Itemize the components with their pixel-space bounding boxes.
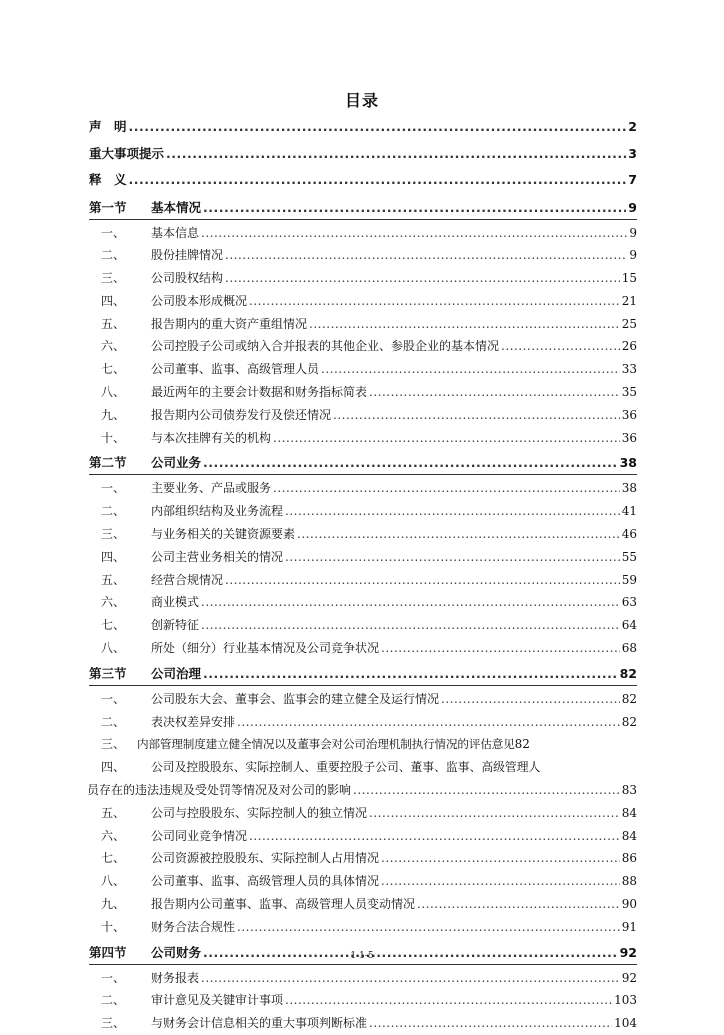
toc-item[interactable] [89, 381, 637, 404]
toc-page-number: 25 [621, 316, 637, 331]
toc-item[interactable] [89, 267, 637, 290]
item-number: 三、 [101, 737, 126, 752]
toc-item-continuation[interactable] [87, 779, 637, 802]
item-label: 公司同业竞争情况 [151, 828, 248, 843]
toc-page-number: 38 [621, 481, 637, 496]
dot-leader [237, 711, 620, 734]
item-number: 二、 [101, 993, 126, 1008]
item-number: 七、 [101, 851, 126, 866]
dot-leader [381, 870, 620, 893]
toc-page-number: 88 [621, 874, 637, 889]
toc-page-number: 68 [621, 641, 637, 656]
toc-page-number: 9 [629, 248, 637, 263]
item-number: 三、 [101, 271, 126, 286]
toc-page-number: 103 [614, 993, 637, 1008]
toc-page-number: 3 [628, 145, 637, 161]
toc-entry-label: 声 明 [89, 119, 127, 134]
item-label: 基本信息 [151, 225, 200, 240]
item-label: 商业模式 [151, 595, 200, 610]
toc-page-number: 36 [621, 430, 637, 445]
toc-page-number: 82 [514, 737, 530, 752]
toc-page-number: 82 [619, 665, 637, 681]
section-number: 第四节 [89, 944, 127, 960]
dot-leader [225, 267, 620, 290]
item-label: 公司及控股股东、实际控制人、重要控股子公司、董事、监事、高级管理人 [151, 760, 541, 775]
toc-item[interactable] [89, 847, 637, 870]
section-number: 第二节 [89, 455, 127, 471]
toc-entry-label: 重大事项提示 [89, 145, 165, 161]
toc-item[interactable] [89, 893, 637, 916]
toc-item[interactable] [89, 335, 637, 358]
toc-item[interactable] [89, 569, 637, 592]
toc-page-number: 21 [621, 293, 637, 308]
toc-page-number: 104 [614, 1016, 637, 1031]
toc-page-number: 46 [621, 527, 637, 542]
page-title: 目录 [344, 91, 379, 110]
table-of-contents [89, 114, 637, 1035]
item-label: 与财务会计信息相关的重大事项判断标准 [151, 1016, 368, 1031]
dot-leader [369, 381, 620, 404]
toc-page-number: 59 [621, 572, 637, 587]
toc-item[interactable] [89, 916, 637, 939]
toc-item[interactable] [89, 477, 637, 500]
dot-leader [321, 358, 620, 381]
item-number: 三、 [101, 527, 126, 542]
item-label: 公司股本形成概况 [151, 293, 248, 308]
section-label: 公司财务 [151, 944, 202, 960]
toc-item[interactable] [89, 358, 637, 381]
section-number: 第一节 [89, 199, 127, 215]
item-label: 公司股东大会、董事会、监事会的建立健全及运行情况 [151, 691, 440, 706]
toc-page-number: 35 [621, 385, 637, 400]
dot-leader [203, 663, 618, 685]
toc-page-number: 36 [621, 407, 637, 422]
item-label: 经营合规情况 [151, 572, 224, 587]
toc-item[interactable] [89, 222, 637, 245]
dot-leader [249, 825, 620, 848]
dot-leader [225, 244, 627, 267]
toc-item[interactable] [89, 244, 637, 267]
item-label: 创新特征 [151, 618, 200, 633]
item-label: 报告期内的重大资产重组情况 [151, 316, 308, 331]
dot-leader [225, 569, 620, 592]
toc-page-number: 84 [621, 805, 637, 820]
toc-item[interactable] [89, 989, 637, 1012]
item-label: 财务报表 [151, 970, 200, 985]
toc-item[interactable] [89, 404, 637, 427]
dot-leader [237, 916, 620, 939]
dot-leader [285, 546, 620, 569]
item-number: 六、 [101, 595, 126, 610]
item-number: 八、 [101, 874, 126, 889]
dot-leader [309, 313, 620, 336]
item-label: 公司资源被控股股东、实际控制人占用情况 [151, 851, 380, 866]
item-number: 九、 [101, 897, 126, 912]
dot-leader [285, 500, 620, 523]
item-number: 八、 [101, 385, 126, 400]
item-number: 一、 [101, 970, 126, 985]
dot-leader [129, 167, 627, 194]
dot-leader [203, 197, 626, 219]
toc-item[interactable] [89, 756, 637, 779]
item-number: 三、 [101, 1016, 126, 1031]
dot-leader [273, 477, 620, 500]
toc-item[interactable] [89, 802, 637, 825]
toc-item[interactable] [89, 546, 637, 569]
toc-page-number: 86 [621, 851, 637, 866]
toc-item[interactable] [89, 290, 637, 313]
item-label: 公司董事、监事、高级管理人员的具体情况 [151, 874, 380, 889]
dot-leader [417, 893, 620, 916]
item-number: 九、 [101, 407, 126, 422]
item-number: 二、 [101, 714, 126, 729]
dot-leader [381, 637, 620, 660]
toc-entry-statement[interactable] [89, 114, 637, 141]
toc-page-number: 92 [621, 970, 637, 985]
item-number: 八、 [101, 641, 126, 656]
item-label: 公司主营业务相关的情况 [151, 549, 284, 564]
toc-item[interactable] [89, 500, 637, 523]
dot-leader [249, 290, 620, 313]
item-number: 四、 [101, 760, 126, 775]
toc-section-2[interactable] [89, 452, 637, 475]
dot-leader [201, 967, 620, 990]
dot-leader [166, 141, 626, 168]
toc-item[interactable] [89, 313, 637, 336]
item-label: 内部组织结构及业务流程 [151, 504, 284, 519]
dot-leader [441, 688, 620, 711]
page-footer-number: 1-1-5 [350, 951, 374, 961]
toc-item[interactable] [89, 637, 637, 660]
toc-page-number: 26 [621, 339, 637, 354]
section-label: 公司业务 [151, 455, 202, 471]
dot-leader [129, 114, 627, 141]
dot-leader [353, 779, 620, 802]
dot-leader [381, 847, 620, 870]
section-label: 基本情况 [151, 199, 202, 215]
item-label: 内部管理制度建立健全情况以及董事会对公司治理机制执行情况的评估意见 [137, 737, 515, 752]
toc-entry-major-notice[interactable] [89, 141, 637, 168]
dot-leader [201, 614, 620, 637]
dot-leader [333, 404, 620, 427]
toc-item[interactable] [89, 591, 637, 614]
item-label: 所处（细分）行业基本情况及公司竞争状况 [151, 641, 380, 656]
item-number: 四、 [101, 549, 126, 564]
item-label: 公司股权结构 [151, 271, 224, 286]
item-number: 六、 [101, 828, 126, 843]
toc-page-number: 84 [621, 828, 637, 843]
toc-item[interactable] [89, 688, 637, 711]
toc-page-number: 92 [619, 944, 637, 960]
section-label: 公司治理 [151, 665, 202, 681]
item-label: 最近两年的主要会计数据和财务指标简表 [151, 385, 368, 400]
item-label: 与本次挂牌有关的机构 [151, 430, 272, 445]
item-label: 公司与控股股东、实际控制人的独立情况 [151, 805, 368, 820]
item-label: 与业务相关的关键资源要素 [151, 527, 296, 542]
toc-page-number: 55 [621, 549, 637, 564]
item-label: 报告期内公司债券发行及偿还情况 [151, 407, 332, 422]
toc-entry-label: 释 义 [89, 172, 127, 187]
toc-page-number: 63 [621, 595, 637, 610]
item-number: 六、 [101, 339, 126, 354]
toc-page-number: 9 [628, 199, 637, 215]
toc-page-number: 9 [629, 225, 637, 240]
toc-page-number: 15 [621, 271, 637, 286]
item-number: 五、 [101, 316, 126, 331]
toc-page-number: 82 [621, 691, 637, 706]
item-label: 主要业务、产品或服务 [151, 481, 272, 496]
toc-page-number: 41 [621, 504, 637, 519]
dot-leader [273, 427, 620, 450]
dot-leader [203, 452, 618, 474]
toc-page-number: 83 [621, 783, 637, 798]
toc-page-number: 7 [628, 172, 637, 187]
item-label: 表决权差异安排 [151, 714, 236, 729]
toc-page-number: 91 [621, 919, 637, 934]
toc-page-number: 38 [619, 455, 637, 471]
item-label: 财务合法合规性 [151, 919, 236, 934]
toc-item[interactable] [89, 523, 637, 546]
toc-section-1[interactable] [89, 197, 637, 220]
toc-page-number: 64 [621, 618, 637, 633]
item-label: 审计意见及关键审计事项 [151, 993, 284, 1008]
toc-item[interactable] [89, 427, 637, 450]
toc-item[interactable] [89, 614, 637, 637]
toc-page-number: 82 [621, 714, 637, 729]
item-number: 五、 [101, 805, 126, 820]
item-number: 一、 [101, 691, 126, 706]
item-number: 十、 [101, 430, 126, 445]
toc-page-number: 90 [621, 897, 637, 912]
item-number: 四、 [101, 293, 126, 308]
item-number: 七、 [101, 618, 126, 633]
item-number: 二、 [101, 504, 126, 519]
item-number: 五、 [101, 572, 126, 587]
item-label-continuation: 员存在的违法违规及受处罚等情况及对公司的影响 [87, 783, 352, 798]
item-label: 公司董事、监事、高级管理人员 [151, 362, 320, 377]
toc-page-number: 33 [621, 362, 637, 377]
toc-section-3[interactable] [89, 663, 637, 686]
toc-item[interactable] [89, 870, 637, 893]
toc-item[interactable] [89, 711, 637, 734]
section-number: 第三节 [89, 665, 127, 681]
item-number: 二、 [101, 248, 126, 263]
dot-leader [501, 335, 620, 358]
item-label: 公司控股子公司或纳入合并报表的其他企业、参股企业的基本情况 [151, 339, 500, 354]
item-number: 一、 [101, 225, 126, 240]
item-number: 十、 [101, 919, 126, 934]
item-number: 七、 [101, 362, 126, 377]
dot-leader [369, 802, 620, 825]
dot-leader [201, 591, 620, 614]
toc-item[interactable] [89, 733, 637, 756]
dot-leader [297, 523, 620, 546]
item-label: 股份挂牌情况 [151, 248, 224, 263]
dot-leader [201, 222, 627, 245]
dot-leader [285, 989, 612, 1012]
item-number: 一、 [101, 481, 126, 496]
toc-page-number: 2 [628, 119, 637, 134]
item-label: 报告期内公司董事、监事、高级管理人员变动情况 [151, 897, 416, 912]
toc-item[interactable] [89, 967, 637, 990]
toc-item[interactable] [89, 825, 637, 848]
toc-entry-definitions[interactable] [89, 167, 637, 194]
